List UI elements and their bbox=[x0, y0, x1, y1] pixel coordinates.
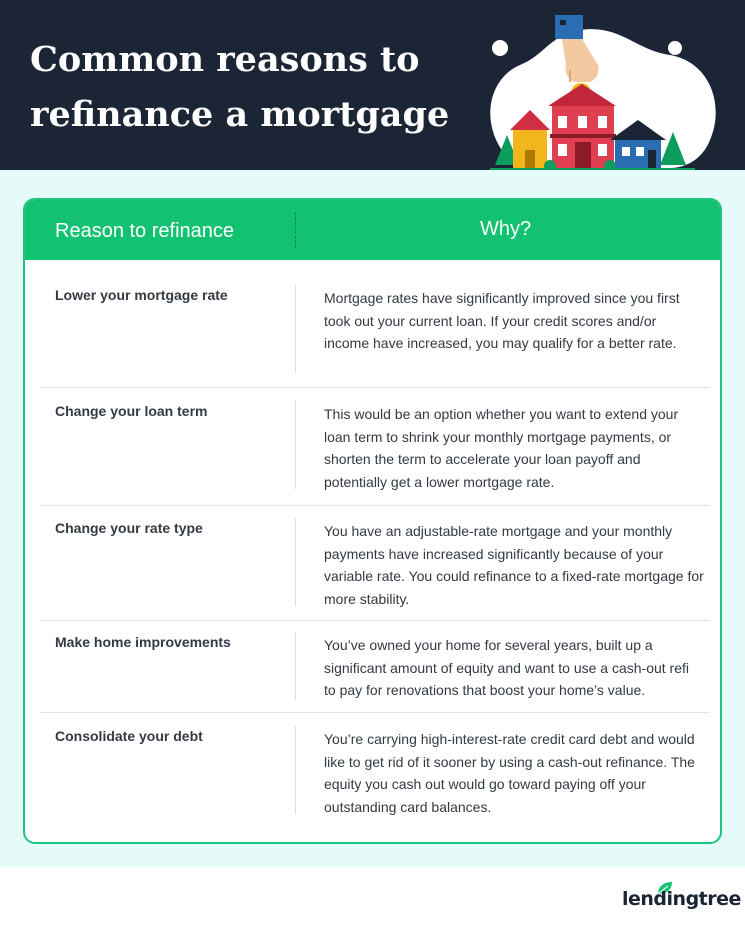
column-divider bbox=[295, 518, 296, 606]
row-divider bbox=[40, 620, 710, 621]
column-divider bbox=[295, 726, 296, 814]
why-cell: You have an adjustable-rate mortgage and your monthly payments have increased significantly because of your variable rate. You could refinance to a fixed-rate mortgage for more stability. bbox=[324, 523, 704, 607]
row-divider bbox=[40, 712, 710, 713]
why-cell: This would be an option whether you want to extend your loan term to shrink your monthly mortgage payments, or shorten the term to accelerate your loan payoff and potentially get a lower mortgage rate. bbox=[324, 406, 679, 490]
row-divider bbox=[40, 387, 710, 388]
column-header-reason: Reason to refinance bbox=[55, 220, 235, 242]
table-header bbox=[25, 200, 720, 260]
reason-cell: Make home improvements bbox=[55, 634, 231, 650]
reason-cell: Change your loan term bbox=[55, 403, 208, 419]
why-cell: You’ve owned your home for several years, built up a significant amount of equity and want to use a cash-out refi to pay for renovations that boost your home’s value. bbox=[324, 637, 689, 698]
column-divider bbox=[295, 632, 296, 700]
house-coin-hand-icon bbox=[470, 10, 730, 180]
reason-cell: Lower your mortgage rate bbox=[55, 287, 228, 303]
row-divider bbox=[40, 505, 710, 506]
reasons-table bbox=[23, 198, 722, 844]
column-divider bbox=[295, 285, 296, 373]
reason-cell: Change your rate type bbox=[55, 520, 203, 536]
header-banner bbox=[0, 0, 745, 170]
reason-cell: Consolidate your debt bbox=[55, 728, 203, 744]
why-cell: You’re carrying high-interest-rate credit card debt and would like to get rid of it sooner by using a cash-out refinance. The equity you cash out would go toward paying off your outstanding card balances. bbox=[324, 731, 695, 815]
column-divider bbox=[295, 401, 296, 489]
lendingtree-logo[interactable]: lendingtree bbox=[622, 888, 741, 910]
header-divider bbox=[295, 212, 296, 248]
page-title: Common reasons to refinance a mortgage bbox=[30, 39, 450, 135]
why-cell: Mortgage rates have significantly improved since you first took out your current loan. If your credit scores and/or income have increased, you may qualify for a better rate. bbox=[324, 290, 680, 351]
column-header-why: Why? bbox=[480, 218, 532, 240]
